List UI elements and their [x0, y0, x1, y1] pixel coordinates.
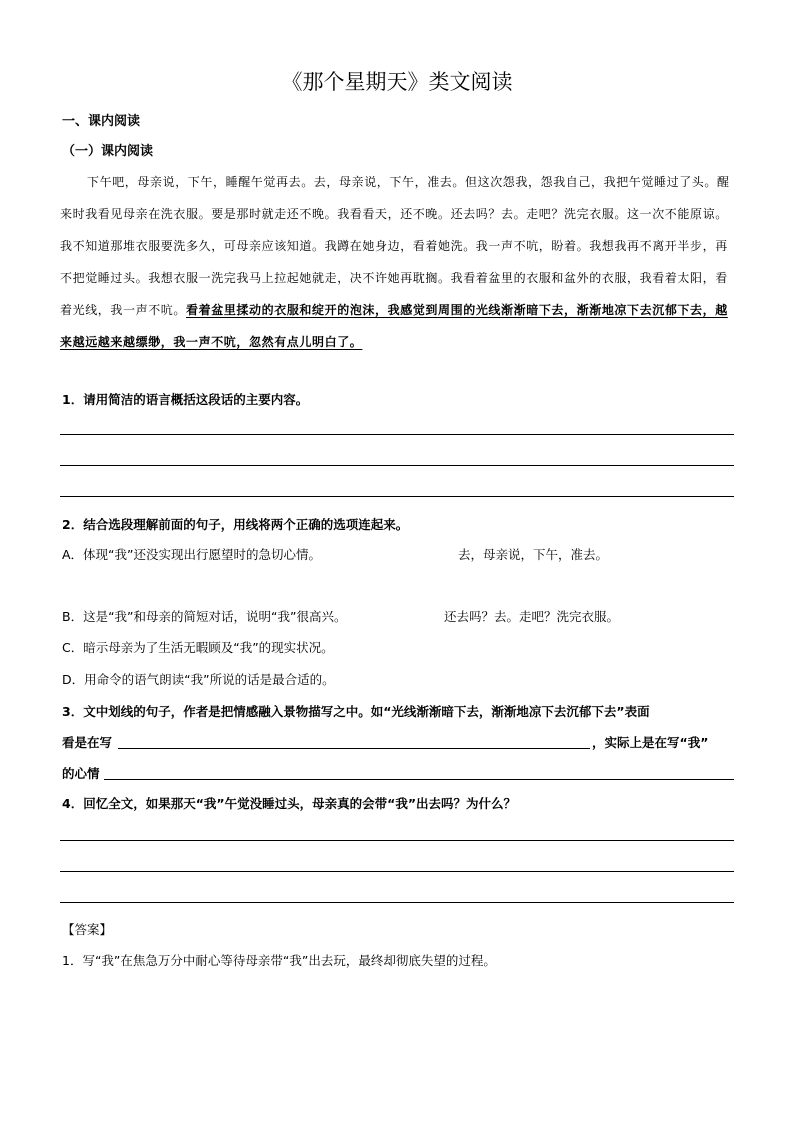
question-1: 1．请用简洁的语言概括这段话的主要内容。	[62, 392, 309, 407]
reading-passage	[60, 166, 738, 358]
answer-header: 【答案】	[62, 922, 113, 937]
option-c[interactable]: C．暗示母亲为了生活无暇顾及“我”的现实状况。	[62, 640, 334, 655]
question-3-line-1: 3．文中划线的句子，作者是把情感融入景物描写之中。如“光线渐渐暗下去，渐渐地凉下去沉郁下去”表面	[62, 704, 650, 719]
option-a[interactable]: A．体现“我”还没实现出行愿望时的急切心情。	[62, 547, 322, 562]
question-4: 4．回忆全文，如果那天“我”午觉没睡过头，母亲真的会带“我”出去吗？为什么？	[62, 796, 517, 811]
answer-line[interactable]	[60, 465, 734, 466]
subsection-heading: （一）课内阅读	[62, 144, 154, 159]
match-sentence-2[interactable]: 还去吗？去。走吧？洗完衣服。	[444, 609, 620, 624]
match-sentence-1[interactable]: 去，母亲说，下午，准去。	[458, 547, 609, 562]
answer-line[interactable]	[60, 902, 734, 903]
question-2: 2．结合选段理解前面的句子，用线将两个正确的选项连起来。	[62, 517, 409, 532]
answer-line[interactable]	[60, 434, 734, 435]
answer-line[interactable]	[60, 840, 734, 841]
question-3-line-3: 的心情	[62, 766, 100, 781]
answer-line[interactable]	[60, 496, 734, 497]
underlined-sentence: 看着盆里揉动的衣服和绽开的泡沫，我感觉到周围的光线渐渐暗下去，渐渐地凉下去沉郁下去，越来越远越来越缥缈，我一声不吭，忽然有点儿明白了。	[60, 303, 728, 349]
question-3-line-2b: ，实际上是在写“我”	[592, 735, 709, 750]
answer-line[interactable]	[60, 871, 734, 872]
section-heading: 一、课内阅读	[62, 114, 141, 129]
fill-blank-feeling[interactable]	[104, 779, 734, 780]
question-3-line-2: 看是在写	[62, 735, 113, 750]
option-d[interactable]: D．用命令的语气朗读“我”所说的话是最合适的。	[62, 672, 335, 687]
page-title: 《那个星期天》类文阅读	[281, 70, 513, 94]
answer-1: 1．写“我”在焦急万分中耐心等待母亲带“我”出去玩，最终却彻底失望的过程。	[62, 953, 496, 968]
passage-text: 下午吧，母亲说，下午，睡醒午觉再去。去，母亲说，下午，准去。但这次怨我，怨我自己，我把午觉睡过了头。醒来时我看见母亲在洗衣服。要是那时就走还不晚。我看看天，还不晚。还去吗？去。走吧？洗完衣服。这一次不能原谅。我不知道那堆衣服要洗多久，可母亲应该知道。我蹲在她身边，看着她洗。我一声不吭，盼着。我想我再不离开半步，再不把觉睡过头。我想衣服一洗完我马上拉起她就走，决不许她再耽搁。我看着盆里的衣服和盆外的衣服，我看着太阳，看着光线，我一声不吭。	[60, 175, 730, 317]
fill-blank-surface[interactable]	[118, 748, 590, 749]
option-b[interactable]: B．这是“我”和母亲的简短对话，说明“我”很高兴。	[62, 609, 347, 624]
